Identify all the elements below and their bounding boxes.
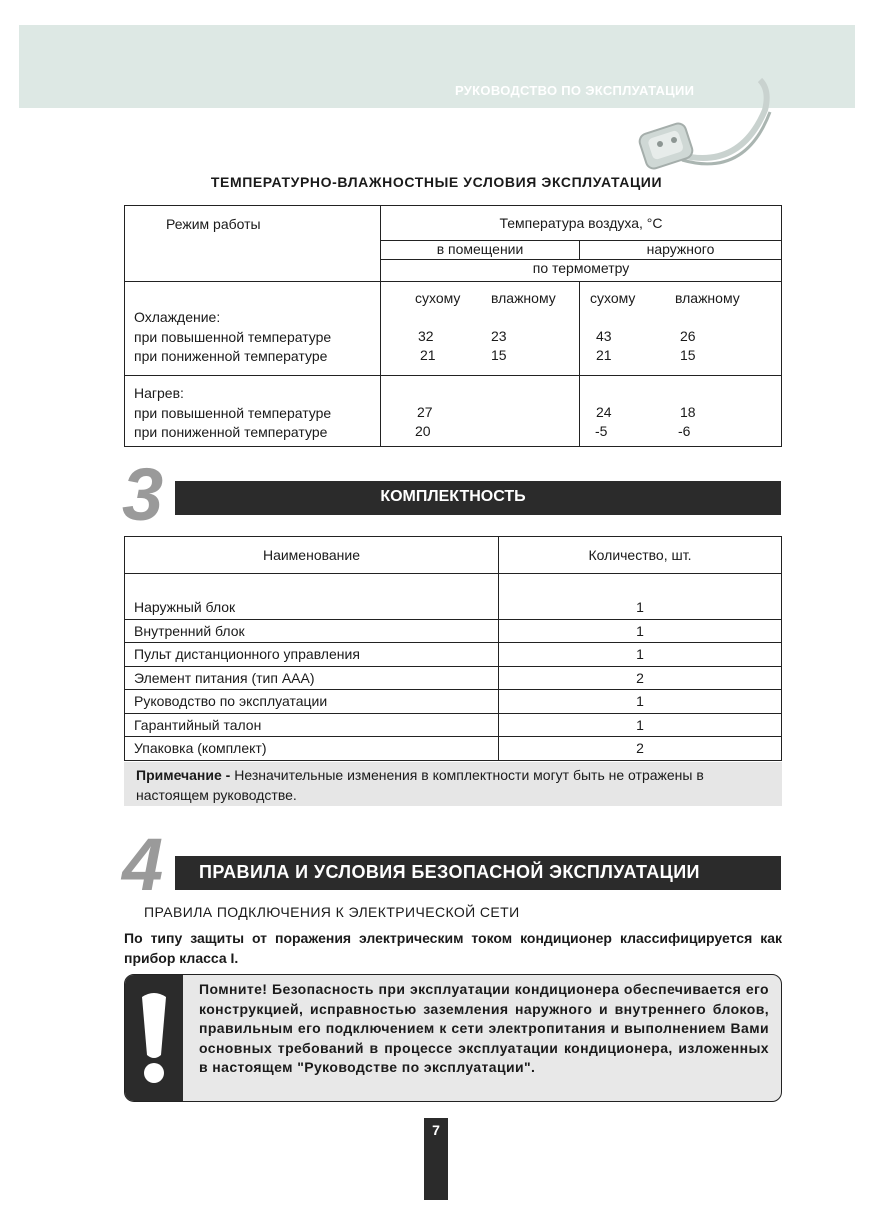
cell-value: 26	[680, 328, 696, 344]
warning-icon-area	[125, 975, 183, 1101]
section3-banner	[175, 481, 781, 515]
cell-value: 15	[491, 347, 507, 363]
cooling-row-label: при повышенной температуре	[134, 328, 332, 345]
cell-value: -6	[678, 423, 691, 439]
cell-value: 18	[680, 404, 696, 420]
section3-title: КОМПЛЕКТНОСТЬ	[380, 488, 526, 505]
cell-value: 27	[417, 404, 433, 420]
outdoor-header: наружного	[646, 241, 715, 257]
cell-value: 21	[420, 347, 436, 363]
climate-title: ТЕМПЕРАТУРНО-ВЛАЖНОСТНЫЕ УСЛОВИЯ ЭКСПЛУАТАЦИИ	[210, 174, 663, 190]
col-qty-header: Количество, шт.	[499, 537, 782, 574]
wet-header: влажному	[491, 290, 556, 306]
mode-header: Режим работы	[166, 216, 261, 232]
cell-value: 21	[596, 347, 612, 363]
note-label: Примечание -	[136, 767, 231, 783]
item-qty: 1	[499, 643, 782, 667]
section4-banner	[175, 856, 781, 890]
item-name: Руководство по эксплуатации	[125, 690, 499, 714]
item-name: Гарантийный талон	[125, 713, 499, 737]
cell-value: 20	[415, 423, 431, 439]
cooling-row-label: при пониженной температуре	[134, 348, 328, 364]
note-box	[124, 762, 782, 806]
thermometer-header: по термометру	[532, 260, 630, 276]
item-qty: 1	[499, 690, 782, 714]
cell-value: 15	[680, 347, 696, 363]
note-text: Незначительные изменения в комплектности могут быть не отражены в настоящем руководстве.	[136, 767, 704, 803]
indoor-header: в помещении	[436, 241, 524, 257]
temp-header: Температура воздуха, °С	[499, 215, 663, 231]
item-name: Наружный блок	[125, 596, 499, 620]
wet-header: влажному	[675, 290, 740, 306]
page-number: 7	[424, 1118, 448, 1200]
cooling-label: Охлаждение:	[134, 309, 221, 325]
warning-box	[124, 974, 782, 1102]
header-title: РУКОВОДСТВО ПО ЭКСПЛУАТАЦИИ	[455, 83, 695, 98]
cell-value: 24	[596, 404, 612, 420]
item-qty: 2	[499, 666, 782, 690]
item-name: Упаковка (комплект)	[125, 737, 499, 761]
item-qty: 1	[499, 596, 782, 620]
section-number: 4	[122, 823, 164, 906]
col-name-header: Наименование	[125, 537, 499, 574]
section4-subtitle: ПРАВИЛА ПОДКЛЮЧЕНИЯ К ЭЛЕКТРИЧЕСКОЙ СЕТИ	[144, 904, 520, 920]
section4-title: ПРАВИЛА И УСЛОВИЯ БЕЗОПАСНОЙ ЭКСПЛУАТАЦИИ	[199, 862, 700, 882]
heating-row-label: при пониженной температуре	[134, 424, 328, 440]
item-qty: 1	[499, 619, 782, 643]
item-name: Элемент питания (тип ААА)	[125, 666, 499, 690]
cell-value: 32	[418, 328, 434, 344]
class-paragraph: По типу защиты от поражения электрическим током кондиционер классифицируется как прибор класса I.	[124, 930, 782, 966]
cell-value: 23	[491, 328, 507, 344]
climate-table	[124, 205, 782, 447]
item-name: Пульт дистанционного управления	[125, 643, 499, 667]
completeness-table	[124, 536, 782, 761]
item-qty: 1	[499, 713, 782, 737]
warning-text: Помните! Безопасность при эксплуатации кондиционера обеспечивается его конструкцией, исправностью заземления наружного и внутреннего блоков, правильным его подключением к сети электропитания и выполнением Вами основных требований в процессе эксплуатации кондиционера, изложенных в настоящем "Руководстве по эксплуатации".	[199, 981, 769, 1076]
section-number: 3	[122, 453, 164, 536]
heating-label: Нагрев:	[134, 385, 184, 401]
dry-header: сухому	[415, 290, 461, 306]
cell-value: -5	[595, 423, 608, 439]
heating-row-label: при повышенной температуре	[134, 404, 332, 421]
item-name: Внутренний блок	[125, 619, 499, 643]
exclamation-icon	[125, 975, 183, 1102]
dry-header: сухому	[590, 290, 636, 306]
cell-value: 43	[596, 328, 612, 344]
item-qty: 2	[499, 737, 782, 761]
